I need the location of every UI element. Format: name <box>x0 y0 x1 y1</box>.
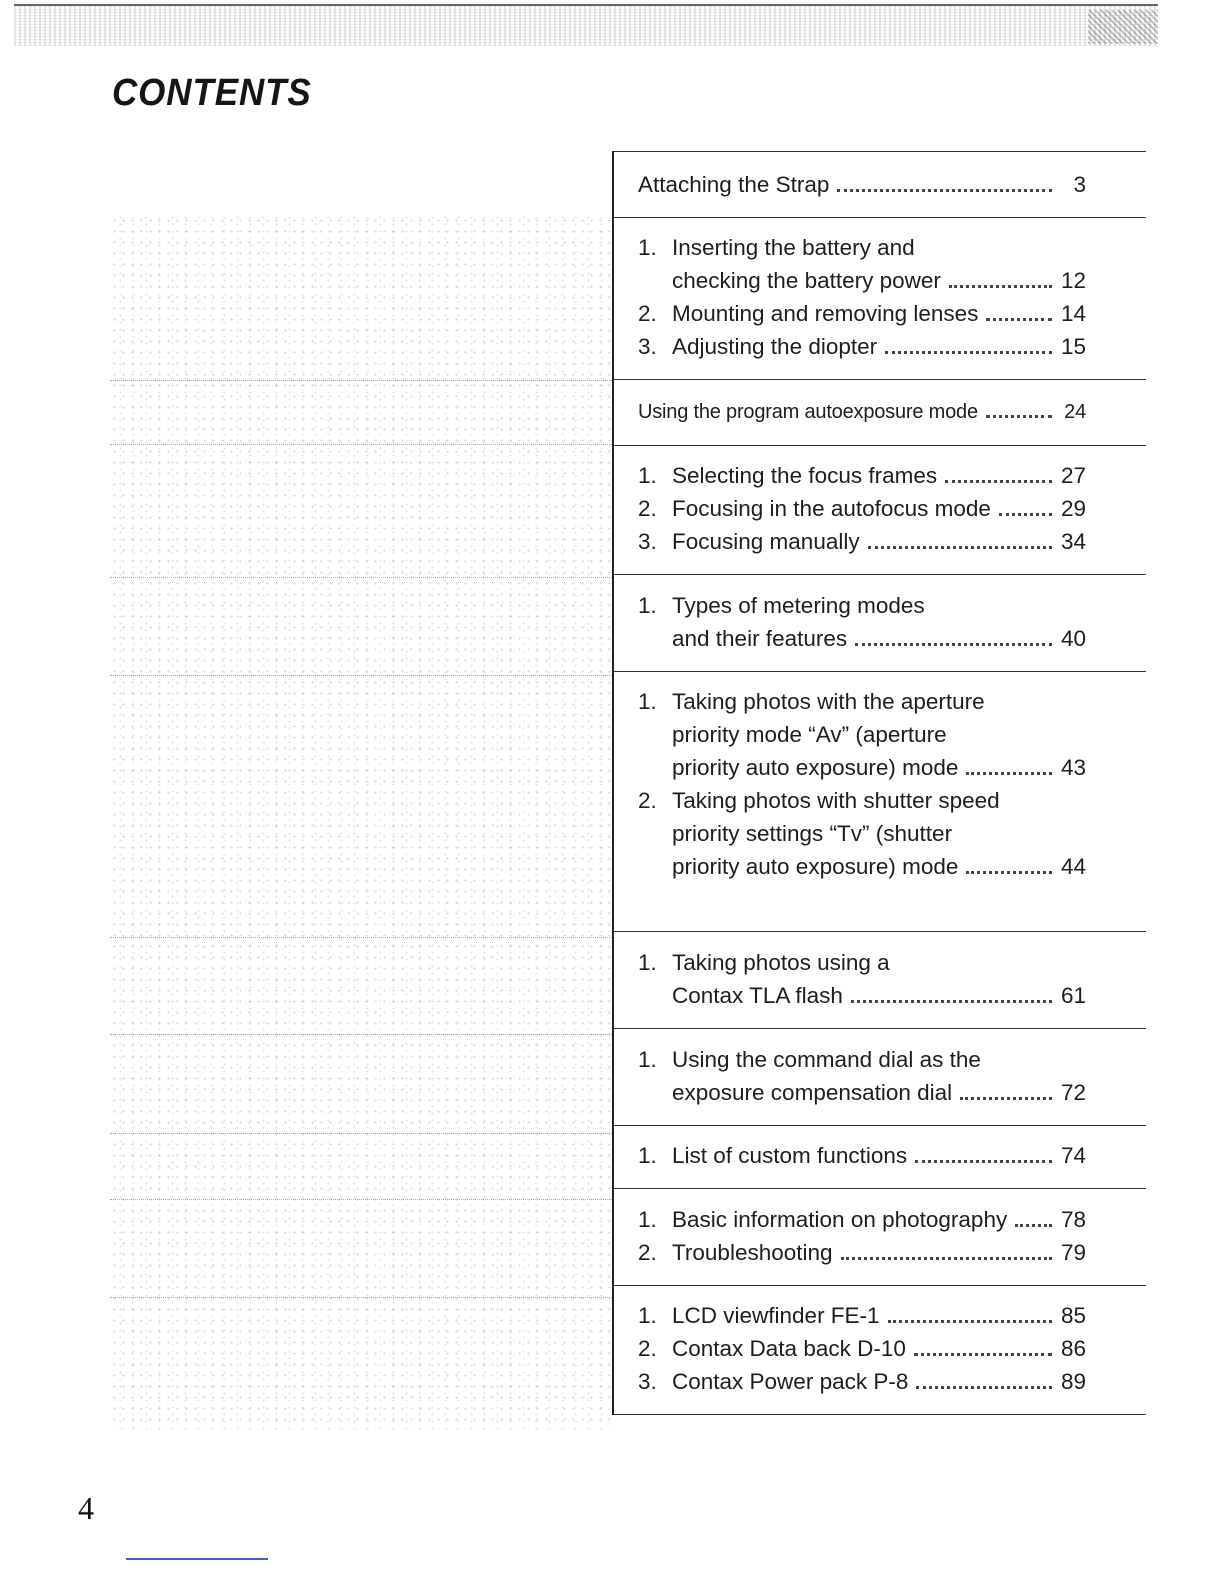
entry-title: Types of metering modes <box>672 593 925 618</box>
entry-title: Contax Power pack P-8 <box>672 1369 909 1394</box>
page-ref: 24 <box>1064 401 1086 423</box>
page-ref: 34 <box>1060 529 1086 554</box>
toc-entry[interactable] <box>614 1332 1146 1365</box>
toc-section <box>614 1285 1146 1415</box>
entry-number: 1. <box>638 463 657 488</box>
texture-divider <box>110 380 612 381</box>
toc-entry[interactable] <box>614 1365 1146 1398</box>
texture-divider <box>110 1297 612 1298</box>
table-of-contents <box>612 151 1146 1415</box>
toc-entry[interactable] <box>614 1203 1146 1236</box>
entry-number: 1. <box>638 689 657 714</box>
entry-number: 2. <box>638 1240 657 1265</box>
entry-title: priority auto exposure) mode <box>672 755 959 780</box>
entry-number: 2. <box>638 788 657 813</box>
page-ref: 29 <box>1060 496 1086 521</box>
leader-dots <box>1015 1224 1052 1227</box>
entry-number: 1. <box>638 235 657 260</box>
texture-divider <box>110 1199 612 1200</box>
entry-title: Focusing manually <box>672 529 860 554</box>
page-ref: 79 <box>1060 1240 1086 1265</box>
entry-title: priority auto exposure) mode <box>672 854 959 879</box>
toc-section <box>614 445 1146 574</box>
page-ref: 14 <box>1060 301 1086 326</box>
page-ref: 40 <box>1060 626 1086 651</box>
page-ref: 12 <box>1060 268 1086 293</box>
entry-number: 1. <box>638 1303 657 1328</box>
entry-number: 1. <box>638 1047 657 1072</box>
leader-dots <box>855 643 1052 646</box>
toc-entry[interactable] <box>614 589 1146 655</box>
entry-title: and their features <box>672 626 848 651</box>
leader-dots <box>945 480 1052 483</box>
entry-title: Inserting the battery and <box>672 235 915 260</box>
texture-divider <box>110 1133 612 1134</box>
entry-title: Focusing in the autofocus mode <box>672 496 991 521</box>
page-ref: 3 <box>1073 172 1086 197</box>
texture-divider <box>110 444 612 445</box>
toc-section <box>614 574 1146 671</box>
entry-title: Attaching the Strap <box>638 172 830 197</box>
page-ref: 86 <box>1060 1336 1086 1361</box>
entry-title: Using the program autoexposure mode <box>638 401 978 423</box>
entry-title: exposure compensation dial <box>672 1080 953 1105</box>
toc-entry[interactable] <box>614 1043 1146 1109</box>
entry-title: priority mode “Av” (aperture <box>672 722 947 747</box>
texture-divider <box>110 577 612 578</box>
entry-title: priority settings “Tv” (shutter <box>672 821 953 846</box>
page-ref: 85 <box>1060 1303 1086 1328</box>
toc-section <box>614 671 1146 931</box>
entry-number: 1. <box>638 1143 657 1168</box>
page-ref: 44 <box>1060 854 1086 879</box>
leader-dots <box>999 513 1052 516</box>
toc-entry[interactable] <box>614 946 1146 1012</box>
entry-title: Contax Data back D-10 <box>672 1336 906 1361</box>
scanned-header-band <box>14 4 1158 46</box>
page-ref: 27 <box>1060 463 1086 488</box>
entry-number: 1. <box>638 1207 657 1232</box>
toc-entry[interactable] <box>614 231 1146 297</box>
texture-divider <box>110 1034 612 1035</box>
toc-entry[interactable] <box>614 168 1146 201</box>
leader-dots <box>837 189 1052 192</box>
entry-title: LCD viewfinder FE-1 <box>672 1303 880 1328</box>
toc-section <box>614 151 1146 217</box>
entry-number: 3. <box>638 334 657 359</box>
entry-title: Troubleshooting <box>672 1240 833 1265</box>
toc-entry[interactable] <box>614 1139 1146 1172</box>
entry-title: checking the battery power <box>672 268 941 293</box>
leader-dots <box>949 285 1052 288</box>
entry-number: 2. <box>638 1336 657 1361</box>
toc-entry[interactable] <box>614 396 1146 429</box>
scan-texture-panel <box>110 215 612 1430</box>
texture-divider <box>110 937 612 938</box>
toc-entry[interactable] <box>614 492 1146 525</box>
page-ref: 72 <box>1060 1080 1086 1105</box>
page-ref: 15 <box>1060 334 1086 359</box>
toc-entry[interactable] <box>614 330 1146 363</box>
toc-section <box>614 1125 1146 1188</box>
leader-dots <box>916 1386 1052 1389</box>
footer-rule <box>126 1558 268 1560</box>
entry-title: Basic information on photography <box>672 1207 1008 1232</box>
toc-section <box>614 1028 1146 1125</box>
page-number: 4 <box>78 1490 94 1526</box>
toc-entry[interactable] <box>614 297 1146 330</box>
entry-title: Using the command dial as the <box>672 1047 981 1072</box>
entry-number: 2. <box>638 496 657 521</box>
texture-divider <box>110 675 612 676</box>
entry-number: 3. <box>638 529 657 554</box>
entry-title: List of custom functions <box>672 1143 908 1168</box>
leader-dots <box>986 415 1052 418</box>
toc-entry[interactable] <box>614 1299 1146 1332</box>
entry-title: Mounting and removing lenses <box>672 301 979 326</box>
toc-entry[interactable] <box>614 784 1146 883</box>
entry-title: Adjusting the diopter <box>672 334 878 359</box>
page-ref: 74 <box>1060 1143 1086 1168</box>
toc-entry[interactable] <box>614 685 1146 784</box>
page-title: CONTENTS <box>112 72 312 114</box>
leader-dots <box>966 871 1052 874</box>
leader-dots <box>841 1257 1052 1260</box>
page-ref: 61 <box>1060 983 1086 1008</box>
leader-dots <box>966 772 1052 775</box>
toc-section <box>614 217 1146 379</box>
leader-dots <box>914 1353 1052 1356</box>
entry-title: Taking photos with the aperture <box>672 689 985 714</box>
page-ref: 89 <box>1060 1369 1086 1394</box>
entry-number: 1. <box>638 950 657 975</box>
entry-number: 2. <box>638 301 657 326</box>
entry-title: Selecting the focus frames <box>672 463 938 488</box>
leader-dots <box>888 1320 1052 1323</box>
toc-section <box>614 931 1146 1028</box>
leader-dots <box>915 1160 1052 1163</box>
page-ref: 43 <box>1060 755 1086 780</box>
page-ref: 78 <box>1060 1207 1086 1232</box>
entry-number: 1. <box>638 593 657 618</box>
leader-dots <box>960 1097 1052 1100</box>
toc-entry[interactable] <box>614 525 1146 558</box>
toc-entry[interactable] <box>614 459 1146 492</box>
leader-dots <box>986 318 1052 321</box>
entry-title: Taking photos using a <box>672 950 890 975</box>
leader-dots <box>868 546 1052 549</box>
leader-dots <box>851 1000 1052 1003</box>
toc-section <box>614 379 1146 445</box>
toc-section <box>614 1188 1146 1285</box>
leader-dots <box>885 351 1052 354</box>
entry-title: Taking photos with shutter speed <box>672 788 1000 813</box>
toc-entry[interactable] <box>614 1236 1146 1269</box>
entry-title: Contax TLA flash <box>672 983 843 1008</box>
entry-number: 3. <box>638 1369 657 1394</box>
